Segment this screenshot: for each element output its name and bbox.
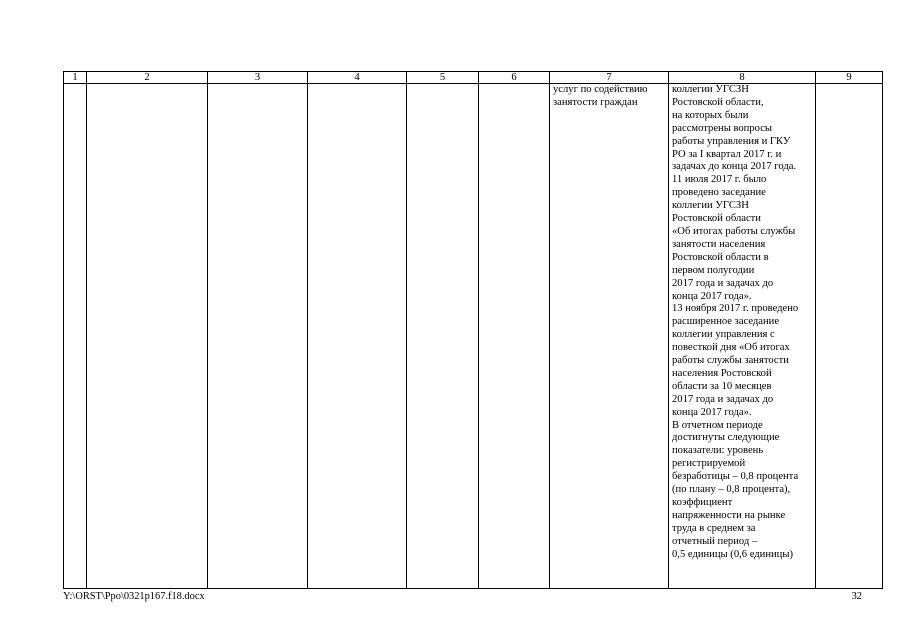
column-header-3: 3 [208,72,308,84]
cell-text-line: регистрируемой [672,458,746,470]
cell-text-line: РО за I квартал 2017 г. и [672,148,782,160]
cell-text-line: 0,5 единицы (0,6 единицы) [672,548,793,560]
cell-col-6 [479,84,550,589]
cell-text-line: конца 2017 года». [672,406,752,418]
cell-col-1 [64,84,87,589]
cell-text-line: 11 июля 2017 г. было [672,174,767,186]
cell-text-line: первом полугодии [672,264,755,276]
cell-text-line: работы службы занятости [672,355,789,367]
cell-text-line: задачах до конца 2017 года. [672,161,797,173]
column-header-1: 1 [64,72,87,84]
column-header-2: 2 [87,72,208,84]
cell-text-line: на которых были [672,109,749,121]
cell-text-line: Ростовской области в [672,251,769,263]
cell-text-line: занятости граждан [553,96,638,108]
cell-text-line: коллегии управления с [672,329,775,341]
cell-text-line: повесткой дня «Об итогах [672,342,790,354]
cell-text-line: достигнуты следующие [672,432,780,444]
cell-text-line: 13 ноября 2017 г. проведено [672,303,799,315]
cell-col-7 [550,84,669,589]
cell-text-line: 2017 года и задачах до [672,277,774,289]
column-header-8: 8 [669,72,816,84]
cell-text-line: области за 10 месяцев [672,380,772,392]
cell-text-line: Ростовской области, [672,96,764,108]
cell-text-line: «Об итогах работы службы [672,225,796,237]
cell-text-line: (по плану – 0,8 процента), [672,484,791,496]
cell-text-line: населения Ростовской [672,367,772,379]
cell-text-line: работы управления и ГКУ [672,135,791,147]
cell-text-line: коллегии УГСЗН [672,200,749,212]
cell-text-line: труда в среднем за [672,522,756,534]
cell-text-line: проведено заседание [672,187,766,199]
column-header-9: 9 [816,72,883,84]
column-header-4: 4 [308,72,407,84]
cell-text-line: В отчетном периоде [672,419,763,431]
cell-col-8 [669,84,816,589]
cell-text-line: коллегии УГСЗН [672,84,749,95]
cell-text-line: 2017 года и задачах до [672,393,774,405]
cell-text-line: показатели: уровень [672,445,764,457]
cell-text-line: Ростовской области [672,213,761,225]
cell-col-5 [407,84,479,589]
cell-text-line: безработицы – 0,8 процента [672,471,799,483]
cell-text-line: расширенное заседание [672,316,780,328]
report-table [63,71,883,589]
column-header-6: 6 [479,72,550,84]
column-header-5: 5 [407,72,479,84]
cell-text-line: занятости населения [672,238,766,250]
cell-col-2 [87,84,208,589]
cell-text-line: коэффициент [672,497,733,508]
cell-text-line: услуг по содействию [553,84,648,95]
cell-col-9 [816,84,883,589]
footer-page-number: 32 [851,591,862,602]
column-header-7: 7 [550,72,669,84]
cell-text-line: отчетный период – [672,535,758,547]
cell-text-line: рассмотрены вопросы [672,122,773,134]
cell-col-3 [208,84,308,589]
cell-text-line: конца 2017 года». [672,290,752,302]
cell-text-line: напряженности на рынке [672,509,786,521]
header-row [64,72,883,84]
cell-col-4 [308,84,407,589]
table-row [64,84,883,589]
footer-file-path: Y:\ORST\Ppo\0321p167.f18.docx [63,591,205,602]
